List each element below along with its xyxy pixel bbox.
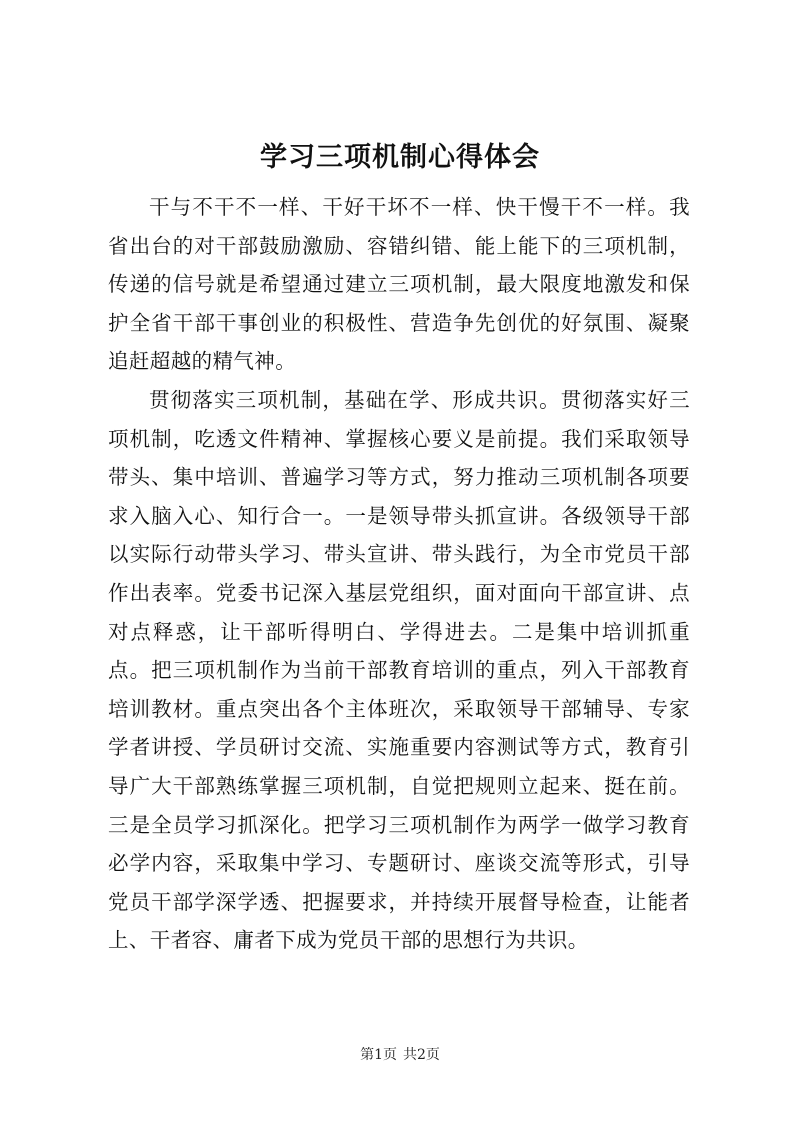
page-number-total: 共2页 bbox=[403, 1047, 440, 1063]
document-title: 学习三项机制心得体会 bbox=[260, 142, 540, 173]
page-number-current: 第1页 bbox=[360, 1047, 397, 1063]
paragraph-1: 干与不干不一样、干好干坏不一样、快干慢干不一样。我省出台的对干部鼓励激励、容错纠错、能上能下的三项机制，传递的信号就是希望通过建立三项机制，最大限度地激发和保护全省干部干事创业的积极性、营造争先创优的好氛围、凝聚追赶超越的精气神。 bbox=[108, 195, 690, 374]
page-footer bbox=[0, 1045, 800, 1065]
paragraph-2: 贯彻落实三项机制，基础在学、形成共识。贯彻落实好三项机制，吃透文件精神、掌握核心要义是前提。我们采取领导带头、集中培训、普遍学习等方式，努力推动三项机制各项要求入脑入心、知行合一。一是领导带头抓宣讲。各级领导干部以实际行动带头学习、带头宣讲、带头践行，为全市党员干部作出表率。党委书记深入基层党组织，面对面向干部宣讲、点对点释惑，让干部听得明白、学得进去。二是集中培训抓重点。把三项机制作为当前干部教育培训的重点，列入干部教育培训教材。重点突出各个主体班次，采取领导干部辅导、专家学者讲授、学员研讨交流、实施重要内容测试等方式，教育引导广大干部熟练掌握三项机制，自觉把规则立起来、挺在前。三是全员学习抓深化。把学习三项机制作为两学一做学习教育必学内容，采取集中学习、专题研讨、座谈交流等形式，引导党员干部学深学透、把握要求，并持续开展督导检查，让能者上、干者容、庸者下成为党员干部的思想行为共识。 bbox=[108, 387, 690, 953]
document-body bbox=[108, 188, 690, 960]
